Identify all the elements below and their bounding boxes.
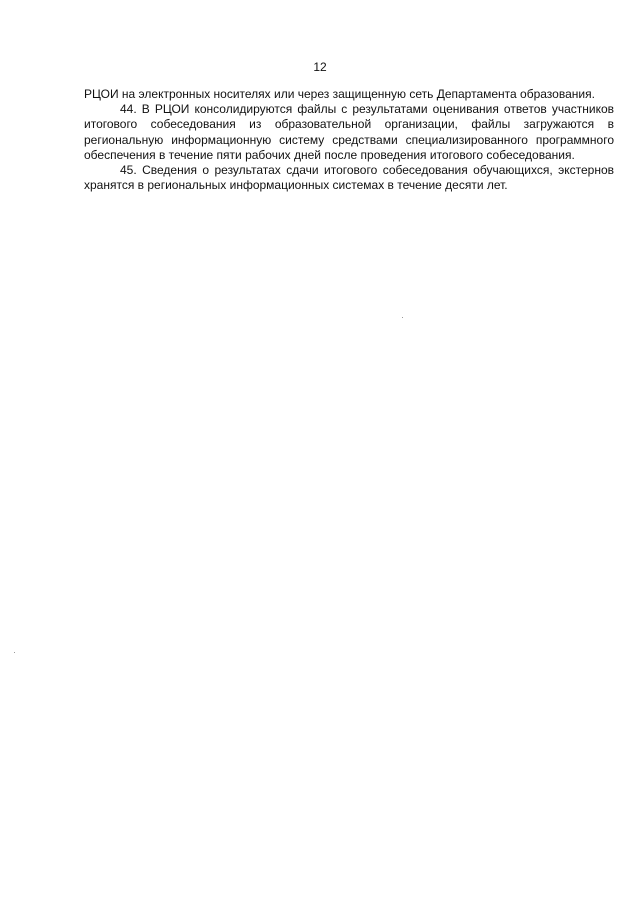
scan-speck bbox=[14, 652, 15, 653]
paragraph-44: 44. В РЦОИ консолидируются файлы с результатами оценивания ответов участников итогового собеседования из образовательной организации, файлы загружаются в региональную информационную систему средствами специализированного программного обеспечения в течение пяти рабочих дней после проведения итогового собеседования. bbox=[84, 102, 614, 162]
document-body bbox=[84, 87, 614, 193]
page-number: 12 bbox=[313, 60, 327, 74]
paragraph-45: 45. Сведения о результатах сдачи итогового собеседования обучающихся, экстернов хранятся в региональных информационных системах в течение десяти лет. bbox=[84, 163, 614, 193]
paragraph-continuation: РЦОИ на электронных носителях или через защищенную сеть Департамента образования. bbox=[84, 87, 595, 101]
scan-speck bbox=[402, 317, 403, 318]
